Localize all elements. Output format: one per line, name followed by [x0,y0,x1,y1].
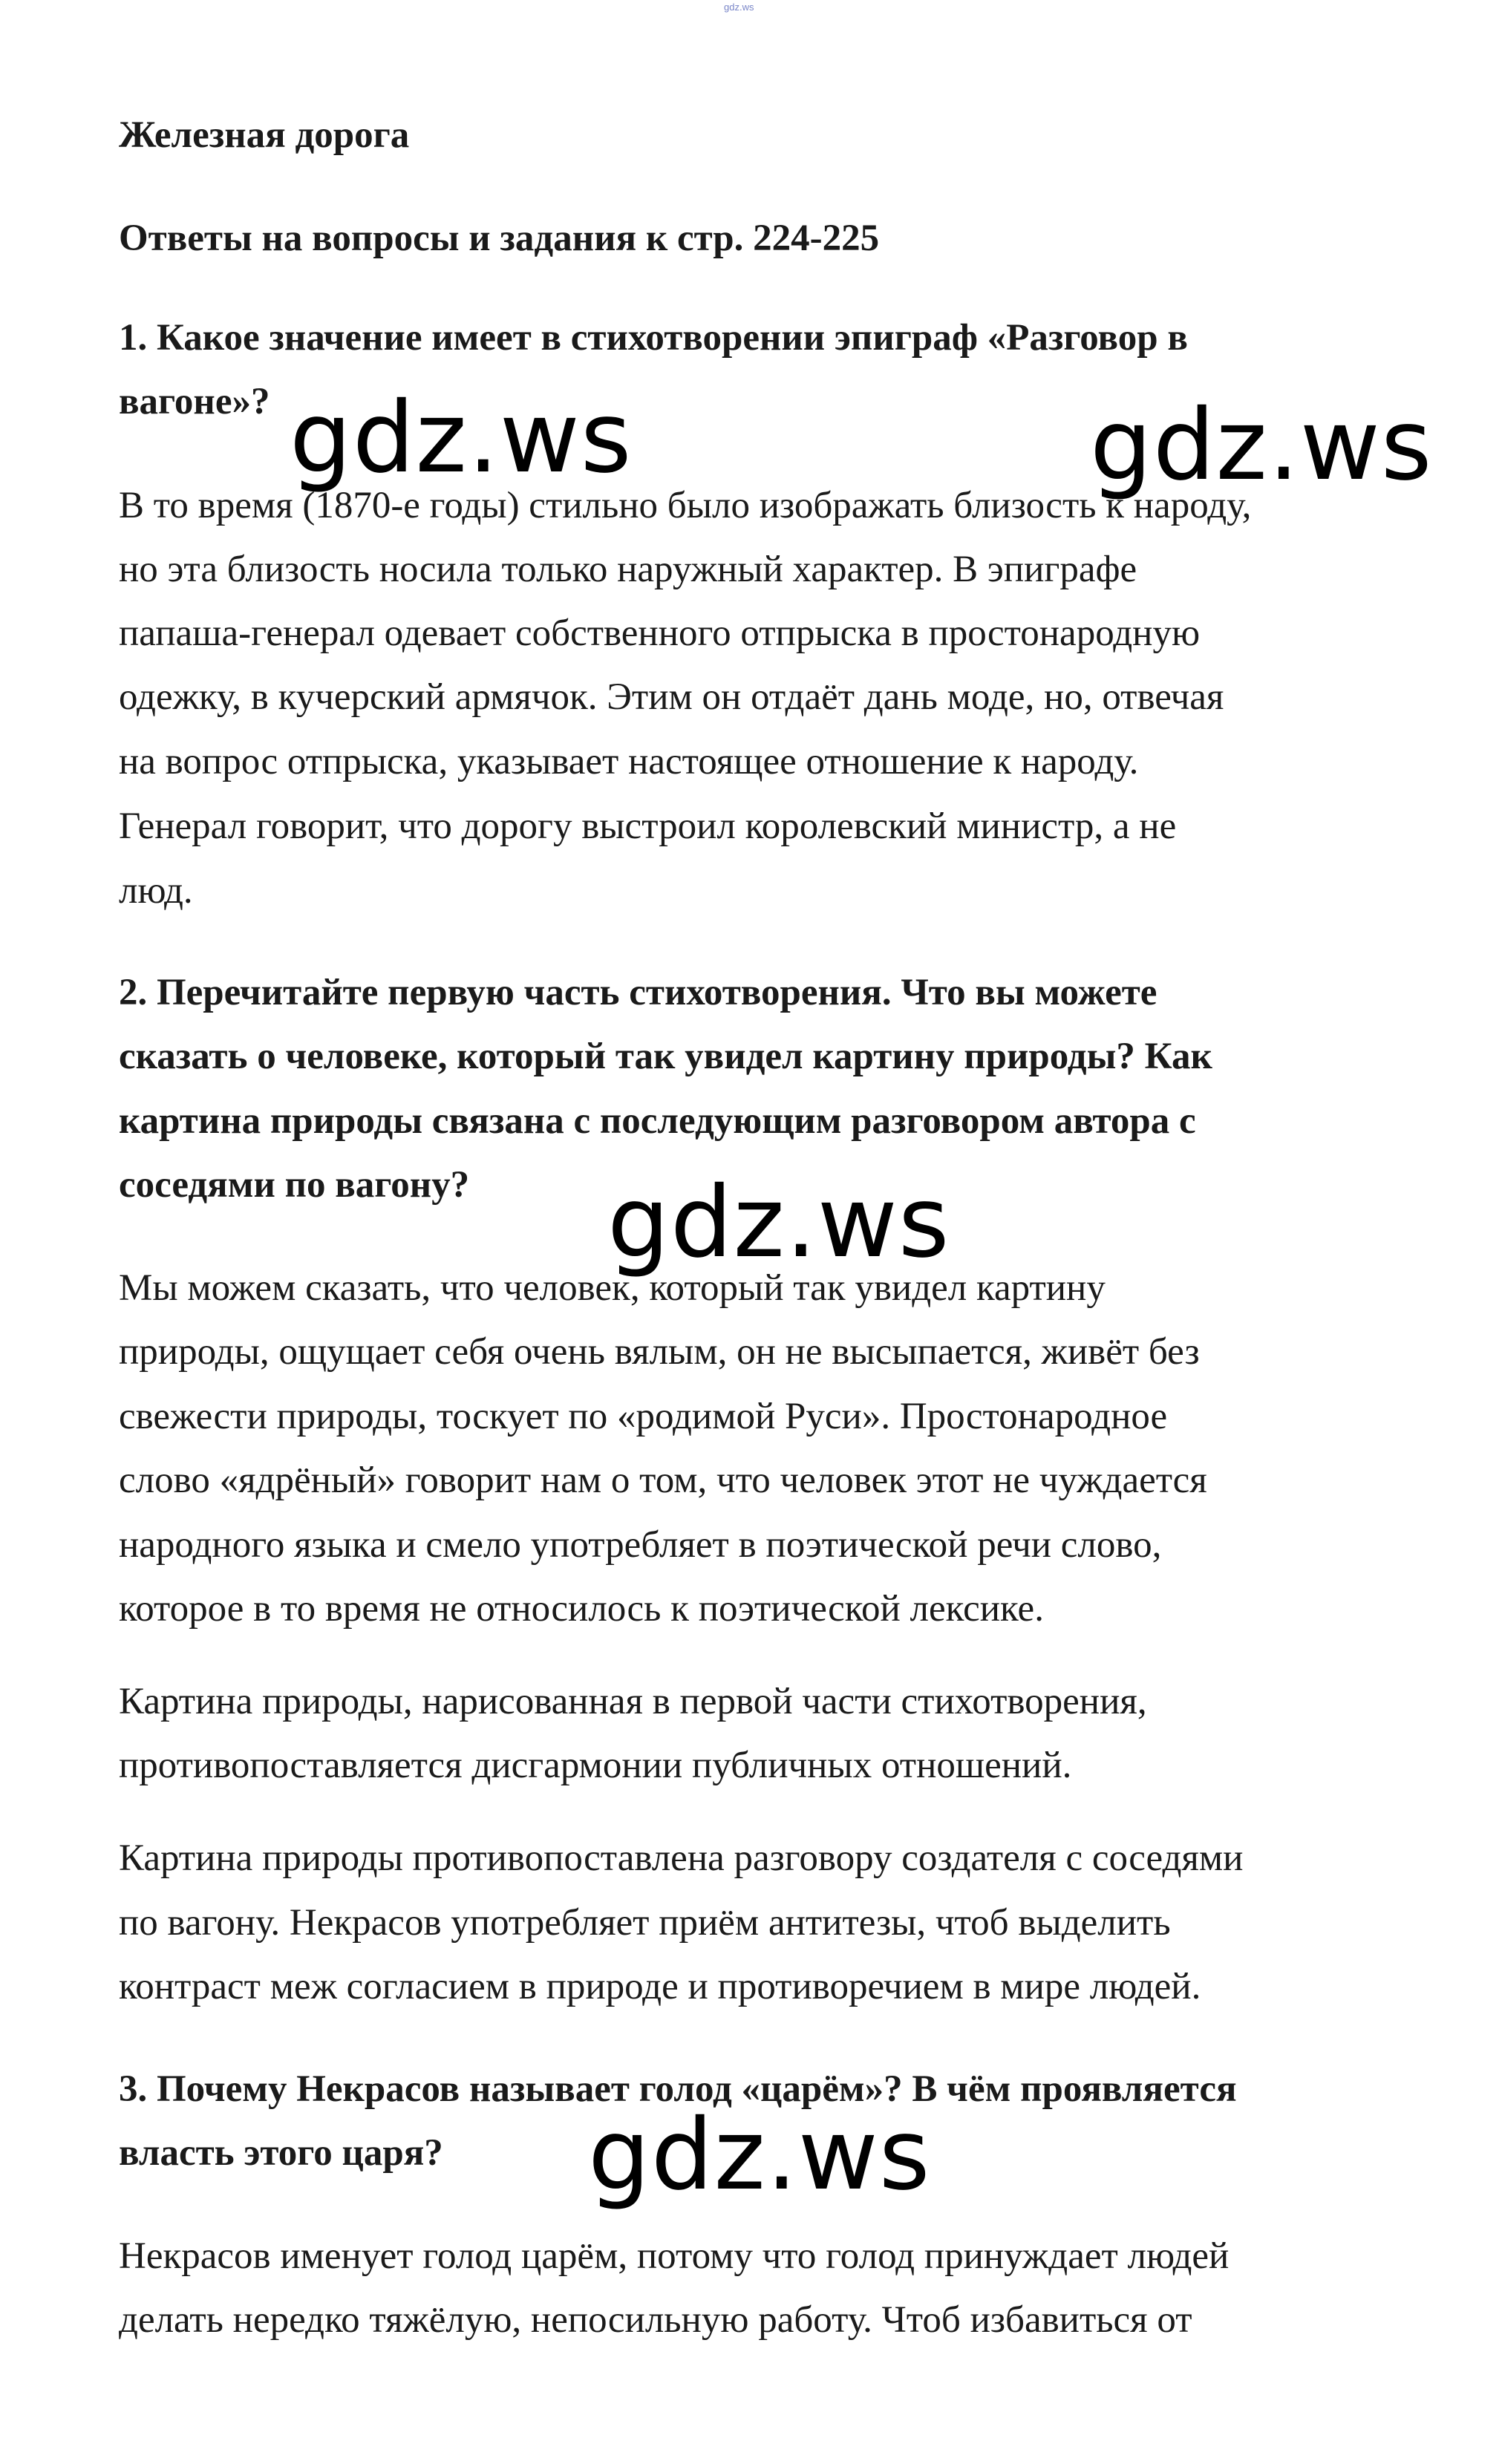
question-1-line-1: 1. Какое значение имеет в стихотворении эпиграф «Разговор в [119,317,1188,359]
answer-2-p3-line-3: контраст меж согласием в природе и противоречием в мире людей. [119,1966,1201,2007]
answer-1-line-1: В то время (1870-е годы) стильно было изображать близость к народу, [119,485,1252,526]
answer-2-p1-line-1: Мы можем сказать, что человек, который так увидел картину [119,1267,1106,1309]
answer-3-line-2: делать нередко тяжёлую, непосильную работу. Чтоб избавиться от [119,2299,1192,2341]
watermark-4: gdz.ws [588,2098,931,2212]
answer-1-line-3: папаша-генерал одевает собственного отпрыска в простонародную [119,612,1201,654]
answer-2-p3-line-1: Картина природы противопоставлена разговору создателя с соседями [119,1837,1244,1879]
answer-1-line-6: Генерал говорит, что дорогу выстроил королевский министр, а не [119,805,1177,847]
answer-2-p2-line-2: противопоставляется дисгармонии публичных отношений. [119,1745,1072,1786]
answer-2-p3-line-2: по вагону. Некрасов употребляет приём антитезы, чтоб выделить [119,1902,1171,1944]
answer-3-line-1: Некрасов именует голод царём, потому что голод принуждает людей [119,2235,1230,2277]
answer-1-line-2: но эта близость носила только наружный характер. В эпиграфе [119,549,1137,590]
question-2-line-3: картина природы связана с последующим разговором автора с [119,1100,1196,1142]
page-title: Железная дорога [119,114,410,156]
question-3-line-1: 3. Почему Некрасов называет голод «царём»? В чём проявляется [119,2068,1237,2110]
watermark-2: gdz.ws [1090,388,1433,503]
question-1-line-2: вагоне»? [119,381,270,422]
watermark-3: gdz.ws [607,1166,950,1280]
answer-2-p2-line-1: Картина природы, нарисованная в первой части стихотворения, [119,1681,1147,1722]
answer-1-line-7: люд. [119,870,193,912]
answer-2-p1-line-3: свежести природы, тоскует по «родимой Руси». Простонародное [119,1396,1168,1437]
answer-2-p1-line-5: народного языка и смело употребляет в поэтической речи слово, [119,1524,1162,1566]
answer-2-p1-line-2: природы, ощущает себя очень вялым, он не высыпается, живёт без [119,1331,1200,1373]
question-3-line-2: власть этого царя? [119,2132,443,2174]
answer-2-p1-line-6: которое в то время не относилось к поэтической лексике. [119,1588,1044,1630]
answer-1-line-4: одежку, в кучерский армячок. Этим он отдаёт дань моде, но, отвечая [119,676,1224,718]
answer-1-line-5: на вопрос отпрыска, указывает настоящее отношение к народу. [119,741,1139,782]
answer-2-p1-line-4: слово «ядрёный» говорит нам о том, что человек этот не чуждается [119,1460,1207,1501]
header-watermark: gdz.ws [724,1,754,13]
question-2-line-2: сказать о человеке, который так увидел картину природы? Как [119,1036,1212,1077]
question-2-line-4: соседями по вагону? [119,1164,470,1206]
question-2-line-1: 2. Перечитайте первую часть стихотворения. Что вы можете [119,972,1157,1013]
watermark-1: gdz.ws [290,381,633,495]
page-subtitle: Ответы на вопросы и задания к стр. 224-225 [119,218,880,259]
